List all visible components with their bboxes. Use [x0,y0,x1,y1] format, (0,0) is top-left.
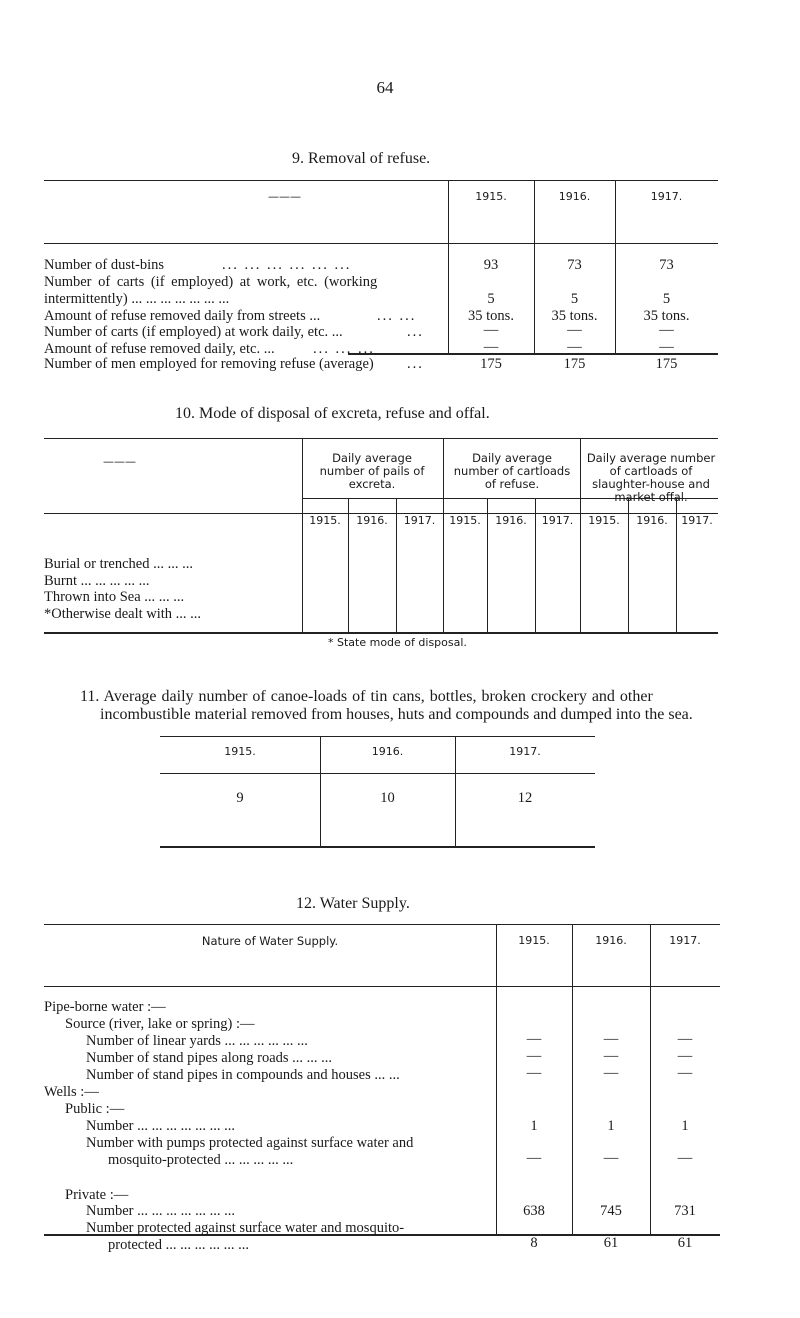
value-carts-daily-1917: — [659,322,674,338]
canoe-year-1915: 1915. [224,745,256,758]
group-header-cartloads-refuse: Daily average number of cartloads of refuse. [453,451,571,491]
row-leader-dust-bins: ... ... ... ... ... ... [222,257,352,273]
value-public-number-1915: 1 [530,1118,538,1134]
row-label-public-pumps: Number with pumps protected against surface water and [86,1135,414,1151]
col-header-nature: Nature of Water Supply. [201,934,339,948]
value-men-employed-1917: 175 [655,356,678,372]
value-linear-yards-1915: — [526,1031,542,1047]
row-label-private-protected: Number protected against surface water and mosquito- [86,1220,405,1236]
value-private-protected-1917: 61 [677,1235,693,1251]
year-header-1916: 1916. [558,190,591,203]
value-refuse-streets-1915: 35 tons. [468,308,514,324]
row-leader-men-employed: ... [407,356,424,372]
section-9-title: 9. Removal of refuse. [292,150,431,167]
row-label-public: Public :— [65,1101,125,1117]
year-header-offal-1917: 1917. [681,514,713,527]
value-linear-yards-1917: — [677,1031,693,1047]
value-stand-compounds-1917: — [677,1065,693,1081]
group-header-pails-excreta: Daily average number of pails of excreta. [319,451,425,491]
row-label-linear-yards: Number of linear yards ... ... ... ... ... ... [86,1033,308,1049]
row-label-men-employed: Number of men employed for removing refuse (average) [44,356,374,372]
value-stand-roads-1917: — [677,1048,693,1064]
value-carts-daily-1915: — [483,322,499,338]
value-refuse-streets-1916: 35 tons. [551,308,598,324]
value-refuse-daily-1916: — [567,339,582,355]
row-label-refuse-streets: Amount of refuse removed daily from streets ... [44,308,321,324]
row-leader-carts-daily: ... [407,324,424,340]
value-dust-bins-1917: 73 [659,257,674,273]
header-corner-dash-10: ——— [103,455,136,468]
value-private-protected-1916: 61 [603,1235,619,1251]
canoe-value-1916: 10 [380,790,395,806]
row-label-source: Source (river, lake or spring) :— [65,1016,255,1032]
row-label-dust-bins: Number of dust-bins [44,257,165,273]
year-header-refuse-1916: 1916. [495,514,527,527]
year-header-offal-1915: 1915. [588,514,620,527]
section-12-title: 12. Water Supply. [296,895,410,912]
value-carts-daily-1916: — [567,322,582,338]
value-public-number-1917: 1 [681,1118,689,1134]
water-year-1917: 1917. [669,934,701,947]
year-header-excreta-1916: 1916. [356,514,388,527]
year-header-offal-1916: 1916. [636,514,668,527]
canoe-value-1915: 9 [236,790,244,806]
row-label-thrown-into-sea: Thrown into Sea ... ... ... [44,589,185,605]
value-men-employed-1915: 175 [480,356,502,372]
row-label-wells: Wells :— [44,1084,99,1100]
value-dust-bins-1915: 93 [483,257,499,273]
value-carts-working-1915: 5 [487,291,495,307]
row-label-pipe-borne: Pipe-borne water :— [44,999,166,1015]
canoe-value-1917: 12 [517,790,533,806]
section-10-footnote: * State mode of disposal. [328,636,467,649]
row-label-private-number: Number ... ... ... ... ... ... ... [86,1203,236,1219]
year-header-1917: 1917. [650,190,683,203]
value-stand-roads-1915: — [526,1048,542,1064]
row-label-carts-working-cont: intermittently) ... ... ... ... ... ... ... [44,291,230,307]
row-label-public-number: Number ... ... ... ... ... ... ... [86,1118,236,1134]
value-carts-working-1917: 5 [662,291,671,307]
value-linear-yards-1916: — [603,1031,619,1047]
row-label-carts-daily: Number of carts (if employed) at work daily, etc. ... [44,324,343,340]
row-leader-refuse-daily: ... ... ... [313,341,375,357]
year-header-1915: 1915. [475,190,507,203]
water-year-1915: 1915. [518,934,550,947]
row-label-private: Private :— [65,1187,129,1203]
row-label-stand-pipes-compounds: Number of stand pipes in compounds and houses ... ... [86,1067,400,1083]
canoe-year-1917: 1917. [509,745,541,758]
row-label-stand-pipes-roads: Number of stand pipes along roads ... ... ... [86,1050,333,1066]
value-public-number-1916: 1 [607,1118,615,1134]
page-number: 64 [376,78,394,97]
value-dust-bins-1916: 73 [567,257,582,273]
row-label-otherwise: *Otherwise dealt with ... ... [44,606,202,622]
water-year-1916: 1916. [595,934,627,947]
value-private-protected-1915: 8 [530,1235,538,1251]
section-11-title-line1: 11. Average daily number of canoe-loads of tin cans, bottles, broken crockery and other [80,688,653,705]
row-label-private-protected-cont: protected ... ... ... ... ... ... [108,1237,249,1253]
row-label-refuse-daily: Amount of refuse removed daily, etc. ... [44,341,275,357]
value-men-employed-1916: 175 [563,356,586,372]
value-private-number-1917: 731 [674,1203,696,1219]
row-label-burial: Burial or trenched ... ... ... [44,556,193,572]
row-label-public-mosquito: mosquito-protected ... ... ... ... ... [108,1152,294,1168]
value-public-mosquito-1916: — [603,1150,619,1166]
group-header-cartloads-offal: Daily average number of cartloads of slaughter-house and market offal. [586,451,716,504]
value-private-number-1916: 745 [600,1203,622,1219]
value-public-mosquito-1915: — [526,1150,542,1166]
canoe-year-1916: 1916. [371,745,404,758]
section-11-title-line2: incombustible material removed from houses, huts and compounds and dumped into the sea. [100,706,693,723]
year-header-excreta-1917: 1917. [403,514,436,527]
year-header-refuse-1917: 1917. [541,514,574,527]
value-stand-compounds-1915: — [526,1065,542,1081]
value-stand-compounds-1916: — [603,1065,619,1081]
value-refuse-daily-1915: — [483,339,499,355]
value-private-number-1915: 638 [523,1203,545,1219]
section-10-title: 10. Mode of disposal of excreta, refuse and offal. [175,405,490,422]
row-label-burnt: Burnt ... ... ... ... ... [44,573,150,589]
year-header-excreta-1915: 1915. [309,514,341,527]
header-corner-dash: ——— [268,190,301,203]
year-header-refuse-1915: 1915. [449,514,481,527]
value-stand-roads-1916: — [603,1048,619,1064]
row-leader-refuse-streets: ... ... [377,308,417,324]
value-public-mosquito-1917: — [677,1150,693,1166]
value-carts-working-1916: 5 [570,291,579,307]
value-refuse-daily-1917: — [659,339,674,355]
value-refuse-streets-1917: 35 tons. [643,308,690,324]
row-label-carts-working: Number of carts (if employed) at work, etc. (working [44,274,378,290]
